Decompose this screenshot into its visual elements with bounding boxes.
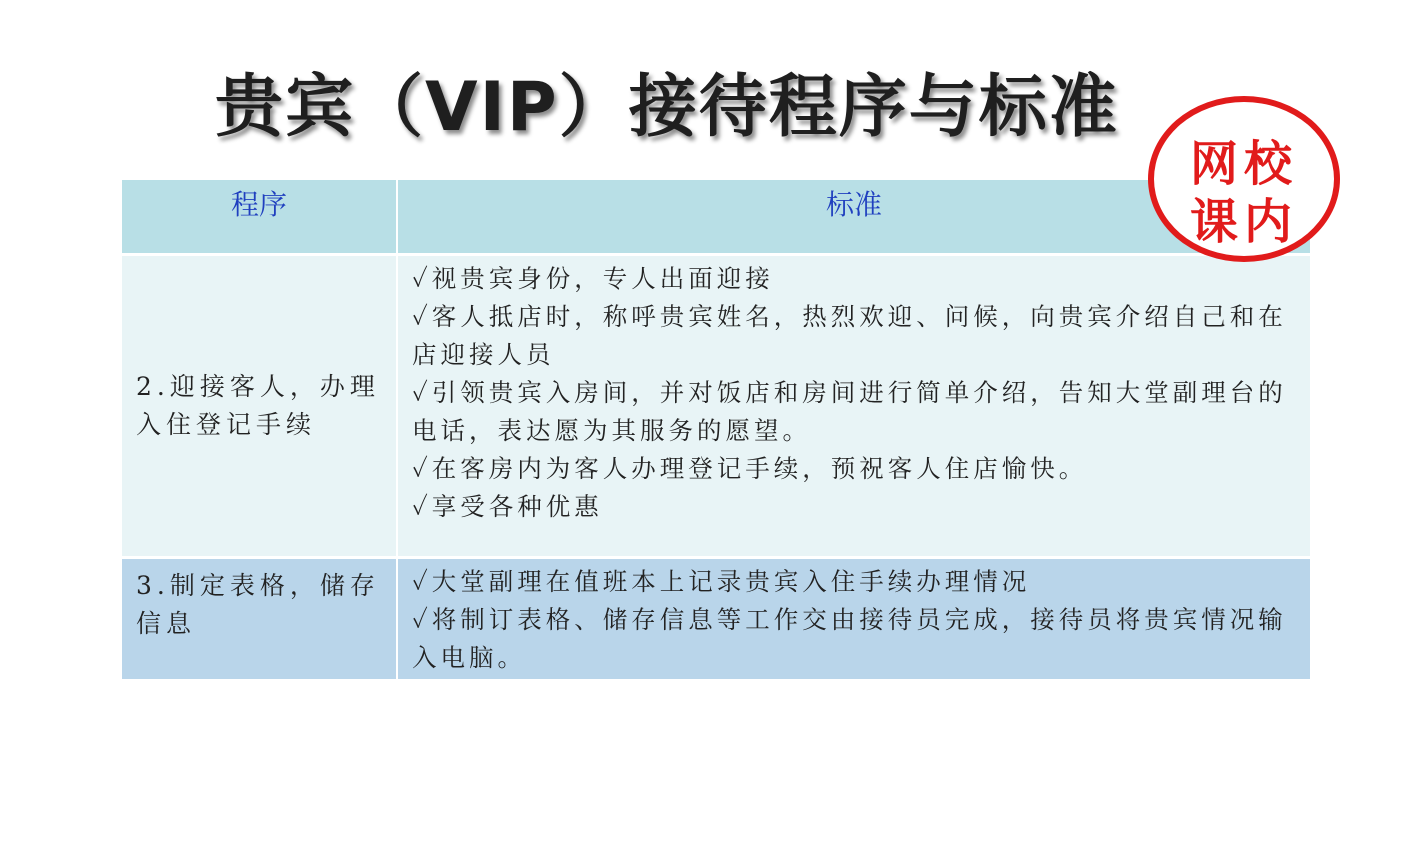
header-standard: 标准 (397, 180, 1310, 255)
standard-item: ✓大堂副理在值班本上记录贵宾入住手续办理情况 (412, 567, 1031, 596)
standard-item: ✓享受各种优惠 (412, 492, 603, 521)
header-procedure: 程序 (122, 180, 397, 255)
standard-item: ✓将制订表格、储存信息等工作交由接待员完成，接待员将贵宾情况输入电脑。 (412, 605, 1287, 672)
standard-item: ✓视贵宾身份，专人出面迎接 (412, 264, 774, 293)
stamp-text-top: 网校 (1189, 136, 1299, 192)
standard-item: ✓引领贵宾入房间，并对饭店和房间进行简单介绍，告知大堂副理台的电话，表达愿为其服务的愿望。 (412, 378, 1287, 445)
procedure-text: 2.迎接客人，办理入住登记手续 (136, 372, 380, 439)
procedure-text: 3.制定表格，储存信息 (136, 571, 380, 638)
table-row (122, 558, 1310, 680)
standard-list (398, 256, 1310, 526)
procedure-cell (122, 255, 397, 558)
standard-cell (397, 255, 1310, 558)
stamp-text-bottom: 课内 (1189, 194, 1299, 250)
standard-list (398, 559, 1310, 677)
standard-item: ✓在客房内为客人办理登记手续，预祝客人住店愉快。 (412, 454, 1088, 483)
standard-cell (397, 558, 1310, 680)
table-header-row (122, 180, 1310, 255)
stamp-graphic (1154, 102, 1334, 256)
table-row (122, 255, 1310, 558)
page-title: 贵宾（VIP）接待程序与标准 (215, 68, 1119, 147)
procedure-standard-table (122, 180, 1310, 679)
standard-item: ✓客人抵店时，称呼贵宾姓名，热烈欢迎、问候，向贵宾介绍自己和在店迎接人员 (412, 302, 1287, 369)
procedure-cell (122, 558, 397, 680)
watermark-stamp (1148, 96, 1340, 262)
